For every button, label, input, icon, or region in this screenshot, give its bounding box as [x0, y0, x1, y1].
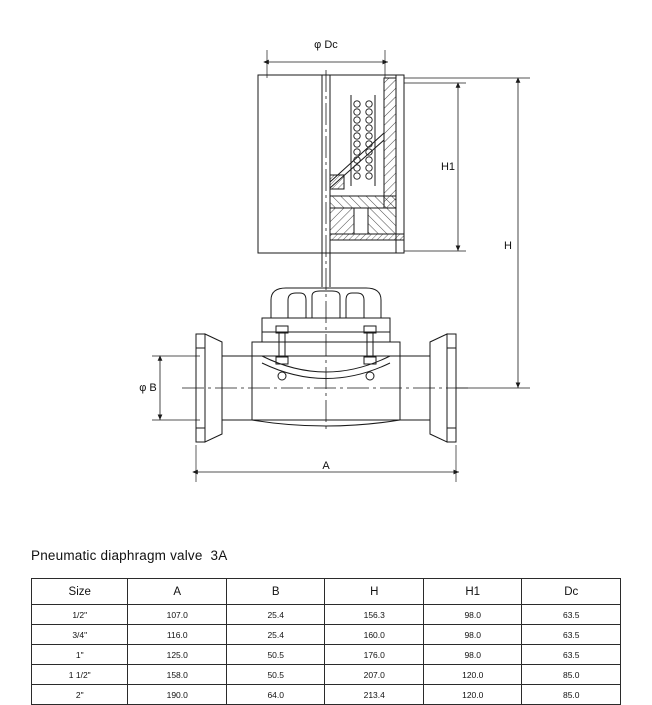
- table-row: [32, 605, 621, 625]
- cell-a: 158.0: [128, 665, 227, 685]
- table-header-row: [32, 579, 621, 605]
- cell-h: 156.3: [325, 605, 424, 625]
- cell-size: 2": [32, 685, 128, 705]
- cell-dc: 63.5: [522, 605, 621, 625]
- cell-dc: 63.5: [522, 625, 621, 645]
- cell-h1: 98.0: [423, 605, 522, 625]
- cell-dc: 85.0: [522, 665, 621, 685]
- table-row: [32, 665, 621, 685]
- drawing-geometry: [152, 50, 530, 482]
- cell-a: 107.0: [128, 605, 227, 625]
- label-h1: H1: [440, 161, 456, 173]
- cell-h: 207.0: [325, 665, 424, 685]
- cell-h1: 120.0: [423, 665, 522, 685]
- column-header-h: H: [325, 579, 424, 605]
- figure-caption: Pneumatic diaphragm valve 3A: [31, 548, 228, 563]
- cell-h: 176.0: [325, 645, 424, 665]
- cell-h1: 98.0: [423, 645, 522, 665]
- label-a: A: [322, 460, 330, 472]
- cell-dc: 85.0: [522, 685, 621, 705]
- label-b: φ B: [139, 382, 157, 394]
- cell-h1: 120.0: [423, 685, 522, 705]
- cell-dc: 63.5: [522, 645, 621, 665]
- cell-size: 3/4": [32, 625, 128, 645]
- cell-size: 1 1/2": [32, 665, 128, 685]
- cell-a: 125.0: [128, 645, 227, 665]
- specification-table: [31, 578, 621, 705]
- spring-coil: [354, 101, 372, 179]
- column-header-size: Size: [32, 579, 128, 605]
- table-row: [32, 625, 621, 645]
- cell-h1: 98.0: [423, 625, 522, 645]
- cell-size: 1": [32, 645, 128, 665]
- cell-a: 116.0: [128, 625, 227, 645]
- column-header-b: B: [226, 579, 325, 605]
- column-header-a: A: [128, 579, 227, 605]
- cell-a: 190.0: [128, 685, 227, 705]
- table-row: [32, 645, 621, 665]
- cell-b: 64.0: [226, 685, 325, 705]
- label-dc: φ Dc: [314, 39, 338, 51]
- cell-b: 50.5: [226, 665, 325, 685]
- cell-b: 50.5: [226, 645, 325, 665]
- column-header-h1: H1: [423, 579, 522, 605]
- cell-h: 160.0: [325, 625, 424, 645]
- cell-b: 25.4: [226, 605, 325, 625]
- cell-h: 213.4: [325, 685, 424, 705]
- label-h: H: [504, 240, 512, 252]
- cell-b: 25.4: [226, 625, 325, 645]
- cell-size: 1/2": [32, 605, 128, 625]
- column-header-dc: Dc: [522, 579, 621, 605]
